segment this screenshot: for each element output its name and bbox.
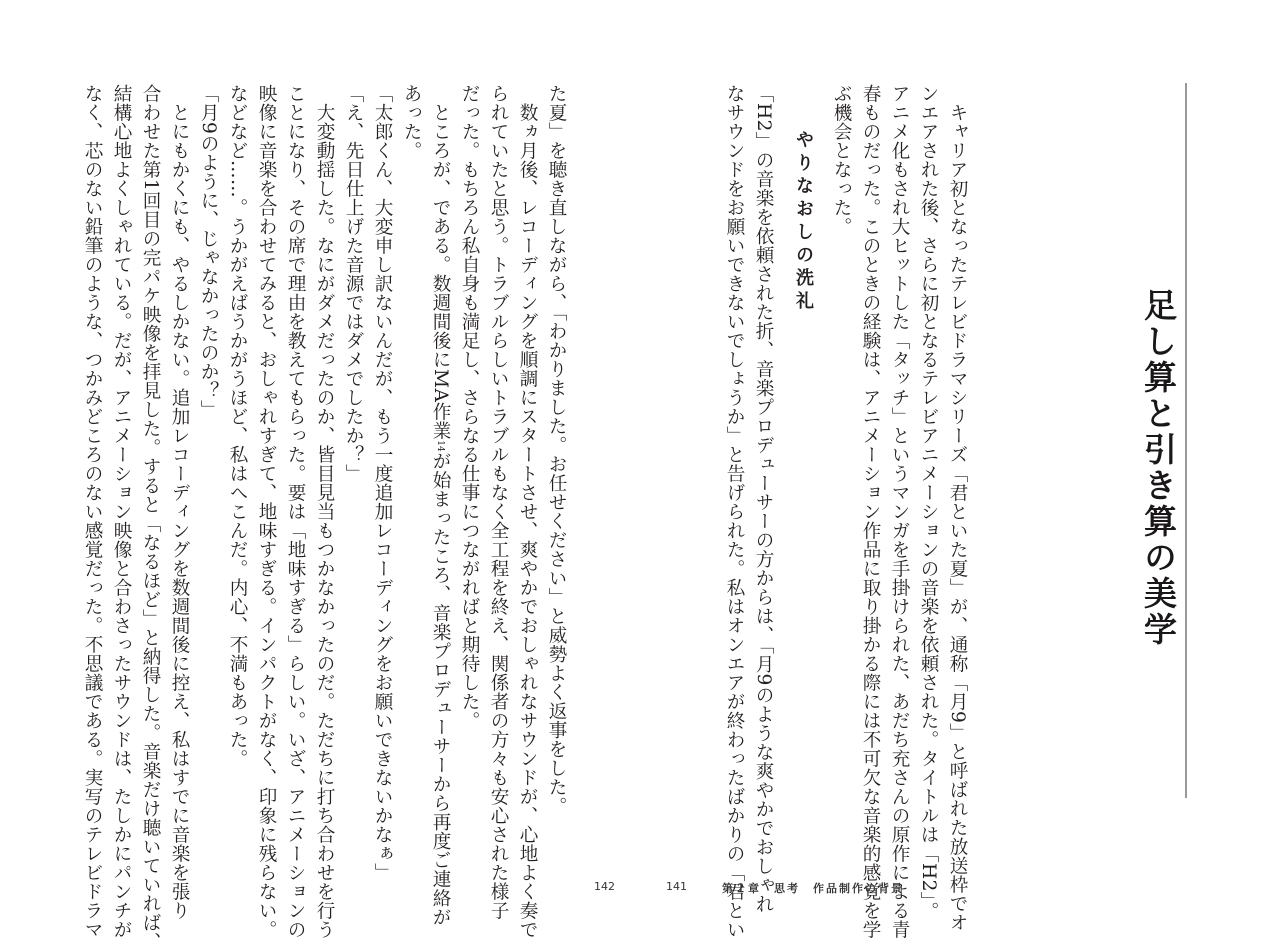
left-col-1: た夏」を聴き直しながら、「わかりました。お任せください」と威勢よく返事をした。 xyxy=(546,84,567,816)
ma-text: ところが、である。数週間後にMA作業 xyxy=(430,84,451,441)
left-col-9: 大変動揺した。なにがダメだったのか、皆目見当もつかなかったのだ。ただちに打ち合わせを行う xyxy=(314,84,335,939)
left-col-7: 「太郎くん、大変申し訳ないんだが、もう一度追加レコーディングをお願いできないかなぁ」 xyxy=(372,84,393,882)
left-col-12: などなど……。うかがえばうかがうほど、私はへこんだ。内心、不満もあった。 xyxy=(227,84,248,768)
right-col-3: アニメ化もされ大ヒットした「タッチ」というマンガを手掛けられた、あだち充さんの原作による青 xyxy=(889,84,910,939)
left-col-16: 結構心地よくしゃれている。だが、アニメーション映像と合わさったサウンドは、たしかにパンチが xyxy=(111,84,132,939)
running-head: 第２章 思考 作品制作の背景 xyxy=(722,882,904,895)
footnote-marker[interactable]: 14 xyxy=(435,440,445,452)
left-col-4: だった。もちろん私自身も満足し、さらなる仕事につながればと期待した。 xyxy=(459,84,480,730)
left-col-17: なく、芯のない鉛筆のような、つかみどころのない感覚だった。不思議である。実写のテレビドラマ xyxy=(82,84,103,939)
title-rule xyxy=(1185,83,1187,798)
left-col-13: 「月9のように、じゃなかったのか？」 xyxy=(198,84,219,420)
right-col-5: ぶ機会となった。 xyxy=(831,84,852,236)
left-col-2: 数ヵ月後、レコーディングを順調にスタートさせ、爽やかでおしゃれなサウンドが、心地よく奏で xyxy=(517,84,538,939)
left-col-11: 映像に音楽を合わせてみると、おしゃれすぎて、地味すぎる。インパクトがなく、印象に残らない。 xyxy=(256,84,277,939)
right-col-7: なサウンドをお願いできないでしょうか」と告げられた。私はオンエアが終わったばかりの「君とい xyxy=(724,84,745,939)
left-col-10: ことになり、その席で理由を教えてもらった。要は「地味すぎる」らしい。いざ、アニメーションの xyxy=(285,84,306,939)
left-page-number: 142 xyxy=(594,880,615,893)
left-col-3: られていたと思う。トラブルらしいトラブルもなく全工程を終え、関係者の方々も安心された様子 xyxy=(488,84,509,920)
right-col-1: キャリア初となったテレビドラマシリーズ「君といた夏」が、通称「月9」と呼ばれた放送枠でオ xyxy=(947,84,968,933)
right-col-2: ンエアされた後、さらに初となるテレビアニメーションの音楽を依頼された。タイトルは「H2」。 xyxy=(918,84,939,921)
right-page-number: 141 xyxy=(666,880,687,893)
left-col-8: 「え、先日仕上げた音源ではダメでしたか？」 xyxy=(343,84,364,483)
left-col-6: あった。 xyxy=(401,84,422,160)
left-col-15: 合わせた第1回目の完パケ映像を拝見した。すると「なるほど」と納得した。音楽だけ聴いていれば、 xyxy=(140,84,161,951)
section-title: 足し算と引き算の美学 xyxy=(1139,288,1178,648)
right-col-6: 「H2」の音楽を依頼された折、音楽プロデューサーの方からは、「月9のような爽やかでおしゃれ xyxy=(753,84,774,914)
left-col-14: とにもかくにも、やるしかない。追加レコーディングを数週間後に控え、私はすでに音楽を張り xyxy=(169,84,190,920)
right-col-4: 春ものだった。このときの経験は、アニメーション作品に取り掛かる際には不可欠な音楽的感覚を学 xyxy=(860,84,881,939)
ma-continuation: が始まったころ、音楽プロデューサーから再度ご連絡が xyxy=(430,451,451,927)
subheading: やりなおしの洗礼 xyxy=(793,130,814,314)
left-col-5 xyxy=(427,84,454,927)
